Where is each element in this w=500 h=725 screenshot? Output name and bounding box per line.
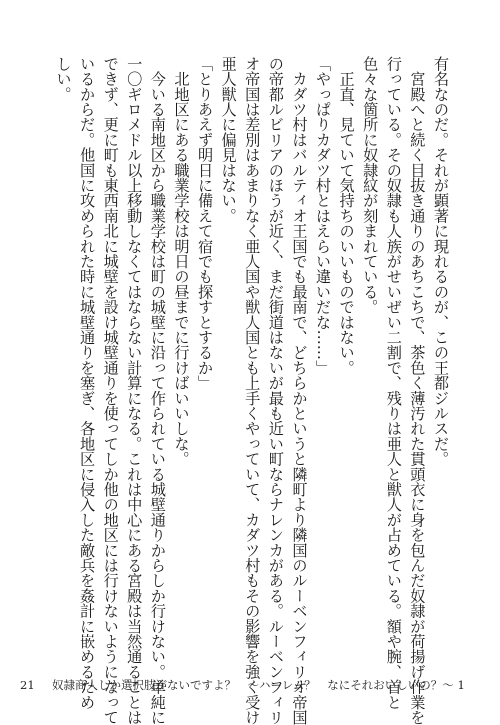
text-line: 有名なのだ。それが顕著に現れるのが、この王都ジルスだ。 — [432, 56, 450, 467]
text-line: カダツ村はバルティオ王国でも最南で、どちらかというと隣町より隣国のルーベンフィリオ帝国 — [290, 56, 309, 725]
text-line: の帝都ルビリアのほうが近く、まだ街道はないが最も近い町ならナレンカがある。ルーベンフィリ — [266, 56, 285, 725]
text-line: オ帝国は差別はあまりなく亜人国や獣人国とも上手くやっていて、カダツ村もその影響を強く受け — [243, 56, 262, 725]
page-number: 21 — [20, 678, 35, 692]
text-line: いるからだ。他国に攻められた時に城壁通りを塞ぎ、各地区に侵入した敵兵を姦計に嵌めるため — [78, 56, 97, 710]
text-line: 行っている。その奴隷も人族がせいぜい二割で、残りは亜人と獣人が占めている。額や腕、首と — [384, 56, 403, 710]
text-line: 正直、見ていて気持ちのいいものではない。 — [337, 56, 356, 376]
text-line: できず、更に町も東西南北に城壁を設け城壁通りを使ってしか他の地区には行けないようになって — [101, 56, 120, 725]
text-line: 宮殿へと続く目抜き通りのあちこちで、茶色く薄汚れた貫頭衣に身を包んだ奴隷が荷揚げ作業を — [408, 56, 427, 725]
text-line: 今いる南地区から職業学校は町の城壁に沿って作られている城壁通りからしか行けない。単純に — [148, 56, 167, 725]
text-line: しい。 — [54, 56, 73, 102]
text-line: 一〇ギロメドル以上移動しなくてはならない計算になる。これは中心にある宮殿は当然通ることは — [125, 56, 144, 725]
text-line: 「やっぱりカダツ村とはえらい違いだな……」 — [314, 56, 333, 376]
page-footer — [20, 678, 465, 692]
text-line: 北地区にある職業学校は明日の昼までに行けばいいしな。 — [172, 56, 191, 467]
book-title: 奴隷商人しか選択肢がないですよ？ ～ハーレム？ なにそれおいしいの？～ 1 — [52, 678, 465, 692]
text-line: 色々な箇所に奴隷紋が刻まれている。 — [361, 56, 380, 315]
text-line: 「とりあえず明日に備えて宿でも探すとするか」 — [196, 56, 215, 391]
text-line: 亜人獣人に偏見はない。 — [219, 56, 238, 224]
